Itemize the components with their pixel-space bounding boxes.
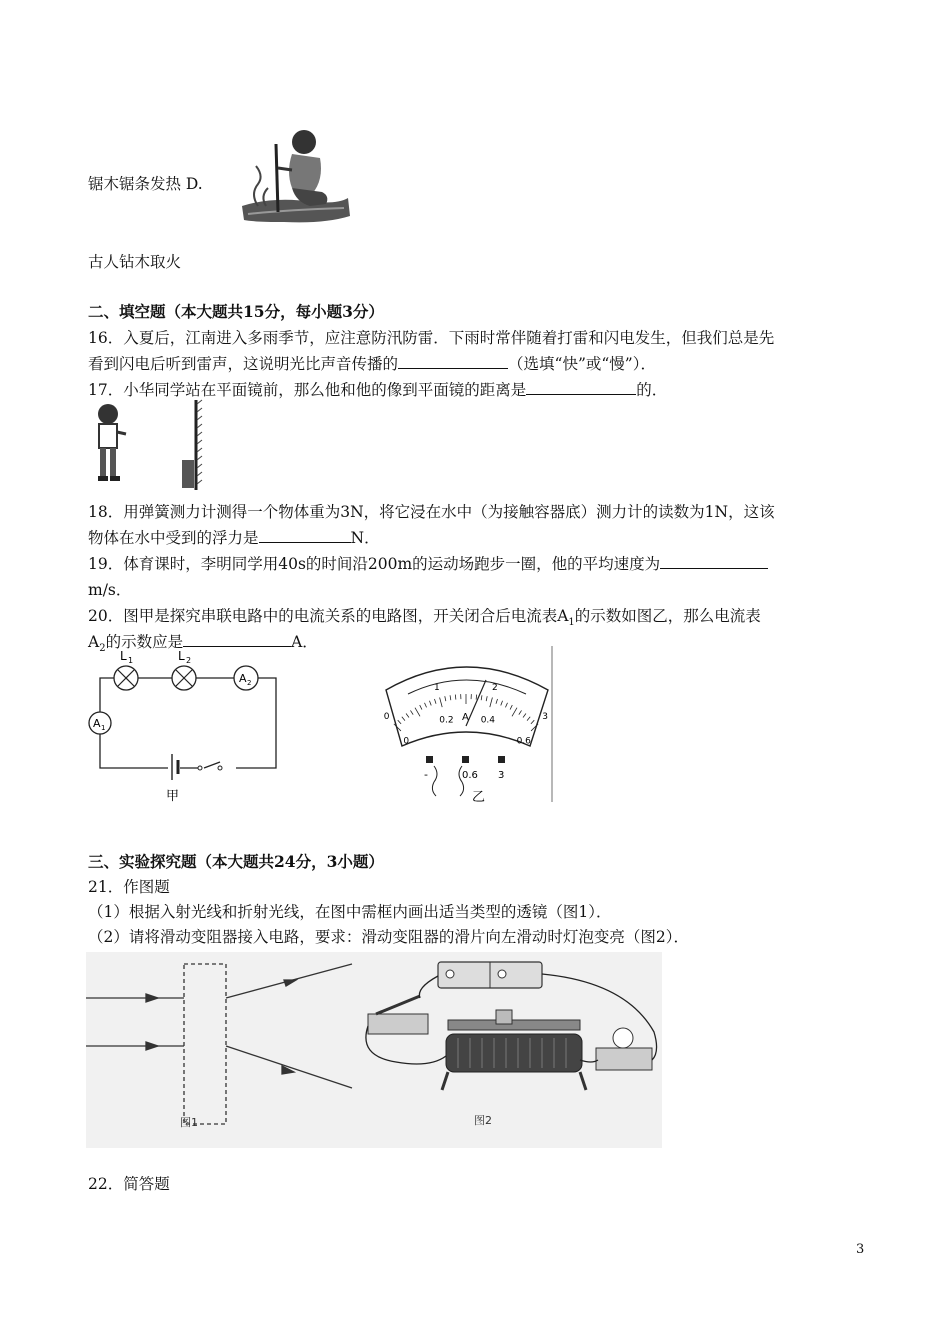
caption-jia: 甲 <box>166 789 180 804</box>
q16-line1: 16．入夏后，江南进入多雨季节，应注意防汛防雷．下雨时常伴随着打雷和闪电发生，但我们总是先 <box>88 329 775 347</box>
q20-sub-2: 2 <box>99 643 106 655</box>
boy-mirror-figure <box>86 398 206 494</box>
q19-line2: m/s． <box>88 581 132 599</box>
dial-top-label: 2 <box>491 682 498 693</box>
label-l2: L <box>178 649 185 663</box>
dial-top-label: 3 <box>542 711 548 722</box>
label-a2-sub: 2 <box>247 679 252 687</box>
page-number: 3 <box>856 1242 865 1257</box>
rheostat-slider-icon <box>496 1010 512 1024</box>
q21-title: 21．作图题 <box>88 878 170 896</box>
q21-part2: （2）请将滑动变阻器接入电路，要求：滑动变阻器的滑片向左滑动时灯泡变亮（图2）． <box>88 928 689 946</box>
lamp-l2-icon <box>172 666 196 690</box>
dial-tick <box>455 695 456 700</box>
lamp-l1-icon <box>114 666 138 690</box>
rheostat-rail-icon <box>448 1020 580 1030</box>
q20-text-b: 的示数如图乙，那么电流表 <box>574 607 761 625</box>
q17-text-a: 17．小华同学站在平面镜前，那么他和他的像到平面镜的距离是 <box>88 381 527 399</box>
q17-line <box>88 380 667 400</box>
dial-bottom-label: 0 <box>403 736 410 747</box>
q19-line1 <box>88 554 768 574</box>
terminal-3-label: 3 <box>498 770 505 781</box>
dial-bottom-label: 0.4 <box>480 715 496 726</box>
switch-base-icon <box>368 1014 428 1034</box>
label-l1: L <box>120 649 127 663</box>
dial-bottom-label: 0.2 <box>439 715 454 726</box>
q19-answer-blank[interactable] <box>660 554 768 569</box>
label-a2: A <box>239 672 247 685</box>
q16-text-b: （选填“快”或“慢”）． <box>508 355 656 373</box>
dial-tick <box>476 695 477 700</box>
bulb-icon <box>613 1028 633 1048</box>
switch-icon <box>218 766 222 770</box>
q18-text-b: N． <box>350 529 380 547</box>
drilling-wood-figure <box>234 124 354 230</box>
q19-text: 19．体育课时，李明同学用40s的时间沿200m的运动场跑步一圈，他的平均速度为 <box>88 555 661 573</box>
terminal-neg-label: - <box>424 768 428 781</box>
series-circuit-diagram <box>84 646 294 806</box>
lens-and-rheostat-figure <box>86 952 662 1148</box>
q18-text-a: 物体在水中受到的浮力是 <box>88 529 259 547</box>
q16-text-a: 看到闪电后听到雷声，这说明光比声音传播的 <box>88 355 399 373</box>
dial-top-label: 0 <box>383 711 390 722</box>
lamp-base-icon <box>596 1048 652 1070</box>
q20-text-c: A <box>88 633 100 651</box>
option-c-text: 锯木锯条发热 D. <box>88 175 203 193</box>
q22-title: 22．简答题 <box>88 1175 170 1193</box>
q18-line1: 18．用弹簧测力计测得一个物体重为3N，将它浸在水中（为接触容器底）测力计的读数为1N，这该 <box>88 503 775 521</box>
q16-line2 <box>88 354 656 374</box>
q20-text-e: A． <box>291 633 318 651</box>
label-l2-sub: 2 <box>186 656 192 665</box>
q17-answer-blank[interactable] <box>526 380 636 395</box>
q17-text-b: 的． <box>636 381 668 399</box>
ammeter-dial-figure <box>380 646 556 804</box>
terminal-06-label: 0.6 <box>462 770 478 781</box>
label-l1-sub: 1 <box>128 656 134 665</box>
fig1-caption: 图1 <box>180 1116 198 1129</box>
fig2-caption: 图2 <box>474 1114 492 1127</box>
label-a1-sub: 1 <box>101 724 106 732</box>
rheostat-coil-icon <box>446 1034 582 1072</box>
q18-line2 <box>88 528 380 548</box>
label-a1: A <box>93 717 101 730</box>
caption-yi: 乙 <box>472 790 486 804</box>
q18-answer-blank[interactable] <box>259 528 351 543</box>
q20-text-a: 20．图甲是探究串联电路中的电流关系的电路图，开关闭合后电流表A <box>88 607 569 625</box>
q20-text-d: 的示数应是 <box>105 633 184 651</box>
dial-unit: A <box>462 712 469 723</box>
dial-bottom-label: 0.6 <box>516 736 531 747</box>
q20-answer-blank[interactable] <box>183 632 291 647</box>
q16-answer-blank[interactable] <box>398 354 508 369</box>
dial-top-label: 1 <box>434 682 440 693</box>
section-2-heading: 二、填空题（本大题共15分，每小题3分） <box>88 302 384 321</box>
option-d-text: 古人钻木取火 <box>88 253 182 271</box>
section-3-heading: 三、实验探究题（本大题共24分，3小题） <box>88 852 384 871</box>
q20-line1 <box>88 606 761 633</box>
q20-sub-1: 1 <box>568 617 575 629</box>
q21-part1: （1）根据入射光线和折射光线，在图中需框内画出适当类型的透镜（图1）． <box>88 903 612 921</box>
terminal-3-icon <box>498 756 505 763</box>
terminal-neg-icon <box>426 756 433 763</box>
terminal-06-icon <box>462 756 469 763</box>
